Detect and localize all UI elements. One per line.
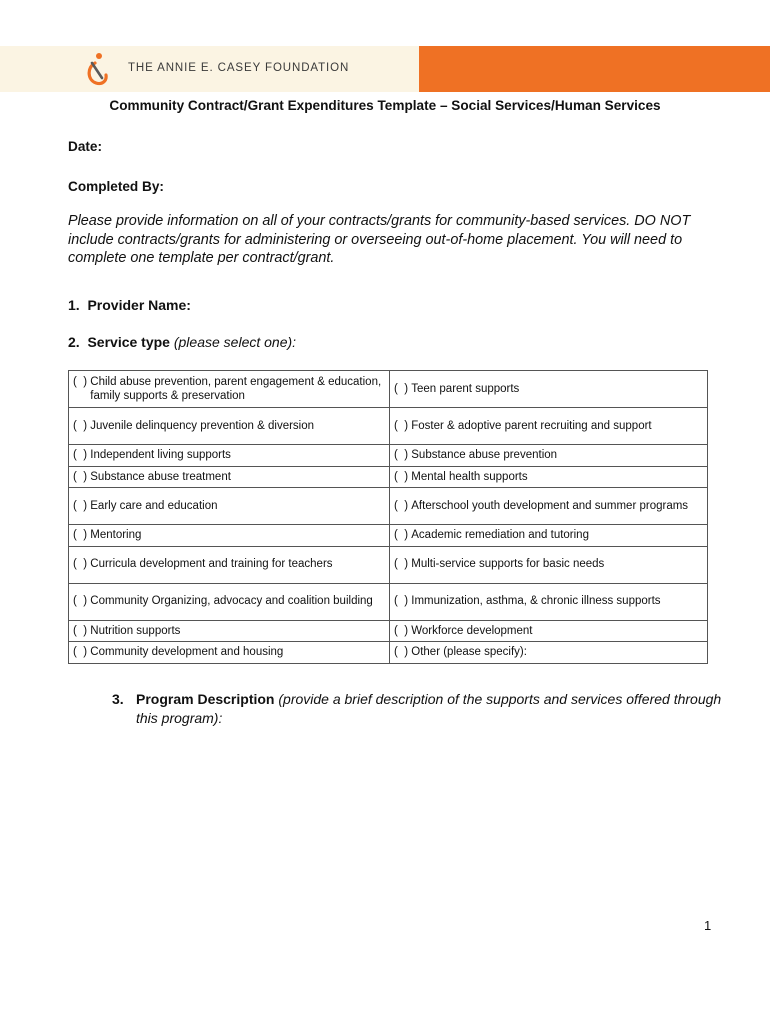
option-label: Afterschool youth development and summer programs	[411, 499, 689, 512]
service-option[interactable]	[69, 408, 390, 445]
checkbox-marker[interactable]: ( )	[73, 419, 88, 432]
date-label: Date:	[68, 139, 102, 154]
checkbox-marker[interactable]: ( )	[73, 449, 88, 461]
option-label: Nutrition supports	[90, 624, 181, 637]
checkbox-marker[interactable]: ( )	[394, 449, 409, 461]
option-label: Foster & adoptive parent recruiting and support	[411, 419, 652, 432]
option-label: Community development and housing	[90, 646, 284, 658]
service-option[interactable]	[69, 488, 390, 525]
question-number: 1.	[68, 297, 80, 313]
table-row	[69, 642, 708, 664]
service-option[interactable]	[69, 642, 390, 664]
checkbox-marker[interactable]: ( )	[394, 529, 409, 541]
option-label: Curricula development and training for teachers	[90, 558, 333, 571]
option-label: Other (please specify):	[411, 646, 527, 658]
table-row	[69, 488, 708, 525]
header-accent-bar	[419, 46, 770, 92]
completed-by-label: Completed By:	[68, 179, 164, 194]
service-option[interactable]	[69, 546, 390, 583]
service-option[interactable]	[69, 371, 390, 408]
casey-foundation-logo-icon	[86, 52, 108, 86]
option-label: Juvenile delinquency prevention & diversion	[90, 419, 315, 432]
checkbox-marker[interactable]: ( )	[394, 419, 409, 432]
checkbox-marker[interactable]: ( )	[394, 646, 409, 658]
service-option[interactable]	[390, 583, 708, 620]
checkbox-marker[interactable]: ( )	[394, 624, 409, 637]
option-label: Mentoring	[90, 529, 142, 541]
service-type-table	[68, 370, 708, 664]
question-label: Service type	[87, 334, 170, 350]
checkbox-marker[interactable]: ( )	[73, 529, 88, 541]
question-label: Program Description	[136, 691, 275, 707]
checkbox-marker[interactable]: ( )	[73, 646, 88, 658]
service-option[interactable]	[390, 445, 708, 467]
table-row	[69, 546, 708, 583]
service-option[interactable]	[69, 583, 390, 620]
checkbox-marker[interactable]: ( )	[394, 499, 409, 512]
service-option[interactable]	[69, 525, 390, 547]
table-row	[69, 620, 708, 642]
service-option[interactable]	[69, 445, 390, 467]
question-number: 2.	[68, 334, 80, 350]
question-service-type	[68, 334, 296, 350]
checkbox-marker[interactable]: ( )	[394, 595, 409, 608]
checkbox-marker[interactable]: ( )	[73, 595, 88, 608]
document-title: Community Contract/Grant Expenditures Template – Social Services/Human Services	[109, 98, 661, 113]
service-option[interactable]	[390, 642, 708, 664]
service-option[interactable]	[390, 546, 708, 583]
checkbox-marker[interactable]: ( )	[73, 375, 88, 388]
page-number: 1	[704, 918, 712, 933]
table-row	[69, 408, 708, 445]
table-row	[69, 583, 708, 620]
question-label: Provider Name:	[87, 297, 191, 313]
option-label: Independent living supports	[90, 449, 231, 461]
table-row	[69, 445, 708, 467]
question-number: 3.	[112, 691, 124, 707]
service-option[interactable]	[390, 525, 708, 547]
option-label: Academic remediation and tutoring	[411, 529, 589, 541]
org-name: THE ANNIE E. CASEY FOUNDATION	[128, 62, 350, 74]
service-option[interactable]	[390, 408, 708, 445]
service-option[interactable]	[390, 466, 708, 488]
service-option[interactable]	[69, 620, 390, 642]
checkbox-marker[interactable]: ( )	[73, 624, 88, 637]
instructions-text: Please provide information on all of your contracts/grants for community-based services. DO NOT include contracts/grants for administering or overseeing out-of-home placement. You will need to complete one template per contract/grant.	[68, 213, 691, 266]
option-label: Multi-service supports for basic needs	[411, 558, 605, 571]
option-label: Substance abuse treatment	[90, 470, 231, 483]
option-label: Community Organizing, advocacy and coalition building	[90, 595, 373, 608]
service-option[interactable]	[69, 466, 390, 488]
option-label: Workforce development	[411, 624, 533, 637]
option-label: Child abuse prevention, parent engagement & education, family supports & preservation	[90, 375, 382, 402]
checkbox-marker[interactable]: ( )	[73, 470, 88, 483]
option-label: Teen parent supports	[411, 382, 520, 395]
checkbox-marker[interactable]: ( )	[73, 499, 88, 512]
table-row	[69, 525, 708, 547]
service-option[interactable]	[390, 488, 708, 525]
checkbox-marker[interactable]: ( )	[394, 382, 409, 395]
checkbox-marker[interactable]: ( )	[73, 558, 88, 571]
option-label: Mental health supports	[411, 470, 528, 483]
option-label: Substance abuse prevention	[411, 449, 558, 461]
option-label: Early care and education	[90, 499, 218, 512]
checkbox-marker[interactable]: ( )	[394, 558, 409, 571]
question-hint: (please select one):	[173, 334, 297, 350]
question-hint: (provide a brief description of the supports and services offered through this program):	[136, 691, 722, 726]
checkbox-marker[interactable]: ( )	[394, 470, 409, 483]
option-label: Immunization, asthma, & chronic illness supports	[411, 595, 661, 608]
table-row	[69, 371, 708, 408]
service-option[interactable]	[390, 371, 708, 408]
service-option[interactable]	[390, 620, 708, 642]
question-provider-name	[68, 297, 191, 313]
table-row	[69, 466, 708, 488]
